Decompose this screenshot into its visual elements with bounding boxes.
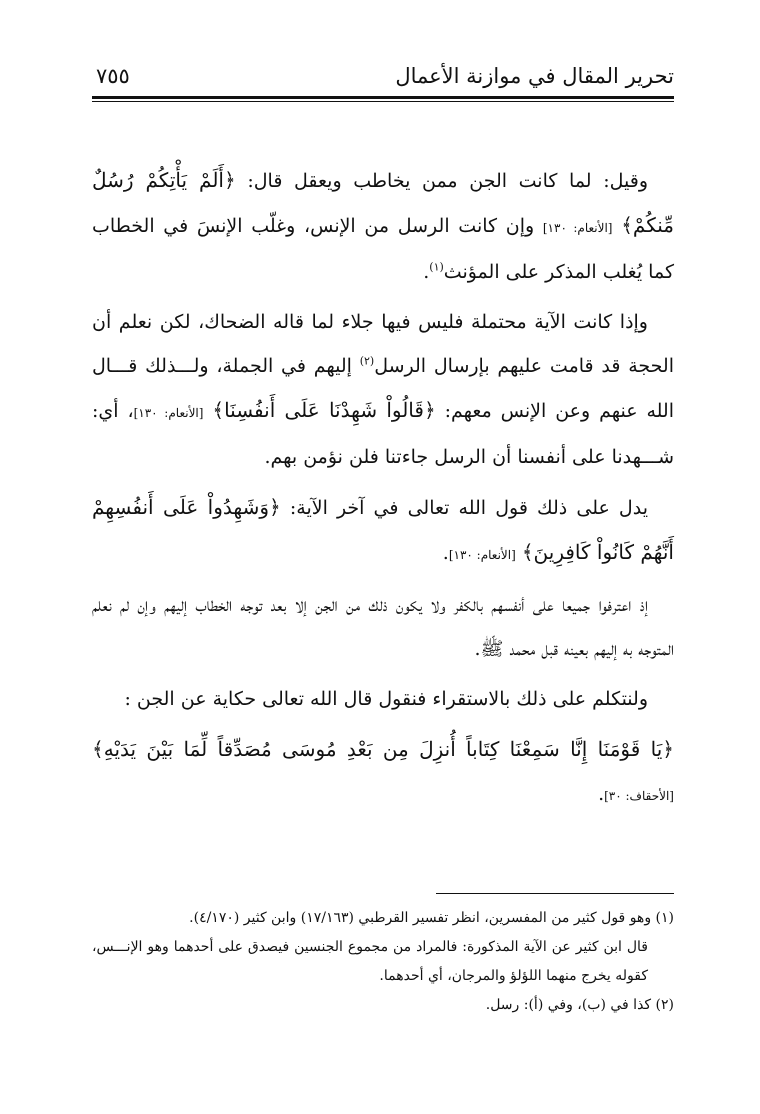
- text-run: يدل على ذلك قول الله تعالى في آخر الآية:: [280, 497, 648, 519]
- text-run: .: [442, 542, 449, 564]
- header-rule-thick: [92, 96, 674, 99]
- text-run: .: [598, 783, 605, 805]
- text-run: وقيل: لما كانت الجن ممن يخاطب ويعقل قال:: [235, 170, 648, 192]
- paragraph-3: [92, 485, 674, 577]
- verse-reference: [الأنعام: ١٣٠]: [133, 406, 204, 420]
- verse-reference: [الأنعام: ١٣٠]: [542, 221, 613, 235]
- paragraph-2: [92, 300, 674, 479]
- quran-verse: ﴿أَلَمْ يَأْتِكُمْ رُسُلٌ مِّنكُمْ﴾: [92, 168, 675, 237]
- header-title: تحرير المقال في موازنة الأعمال: [395, 64, 674, 88]
- quran-verse: ﴿قَالُواْ شَهِدْنَا عَلَى أَنفُسِنَا﴾: [212, 398, 436, 422]
- text-run: ، أي: شـــهدنا على أنفسنا أن الرسل جاءتنا فلن نؤمن بهم.: [92, 400, 674, 468]
- text-run: إليهم في الجملة، ولـــذلك قـــال الله عنهم وعن الإنس معهم:: [92, 355, 674, 422]
- header-rule-thin: [92, 101, 674, 102]
- paragraph-1: [92, 158, 674, 294]
- verse-reference: [الأنعام: ١٣٠]: [448, 548, 516, 562]
- page-number: ٧٥٥: [96, 64, 130, 88]
- paragraph-4: إذ اعترفوا جميعا على أنفسهم بالكفر ولا يكون ذلك من الجن إلا بعد توجه الخطاب إليهم وإن لم نعلم المتوجه به إليهم بعينه قبل محمد ﷺ.: [92, 594, 674, 660]
- verse-reference: [الأحقاف: ٣٠]: [604, 789, 674, 803]
- quran-verse: ﴿يَا قَوْمَنَا إِنَّا سَمِعْنَا كِتَاباً أُنزِلَ مِن بَعْدِ مُوسَى مُصَدِّقاً لِّمَا بَيْنَ يَدَيْهِ﴾: [92, 737, 674, 761]
- text-run: وإن كانت الرسل من الإنس، وغلّب الإنسَ في الخطاب كما يُغلب المذكر على المؤنث: [92, 215, 674, 283]
- paragraph-5: ولنتكلم على ذلك بالاستقراء فنقول قال الله تعالى حكاية عن الجن :: [124, 688, 648, 710]
- text-run: .: [423, 261, 430, 283]
- footnotes: [92, 904, 674, 1020]
- footnote-marker[interactable]: (٢): [359, 354, 375, 368]
- quran-verse: ﴿وَشَهِدُواْ عَلَى أَنفُسِهِمْ أَنَّهُمْ كَانُواْ كَافِرِينَ﴾: [92, 495, 674, 564]
- running-header: [92, 60, 674, 96]
- main-text: [92, 158, 674, 824]
- footnote-1-continuation: قال ابن كثير عن الآية المذكورة: فالمراد من مجموع الجنسين فيصدق على أحدهما وهو الإنـــس، كقوله يخرج منهما اللؤلؤ والمرجان، أي أحدهما.: [92, 939, 648, 984]
- footnote-separator: [436, 893, 674, 894]
- footnote-2: (٢) كذا في (ب)، وفي (أ): رسل.: [485, 997, 674, 1013]
- footnote-1: (١) وهو قول كثير من المفسرين، انظر تفسير القرطبي (١٧/١٦٣) وابن كثير (٤/١٧٠).: [189, 910, 674, 926]
- footnote-marker[interactable]: (١): [429, 260, 444, 274]
- paragraph-6: [92, 727, 674, 818]
- text-run: وإذا كانت الآية محتملة فليس فيها جلاء لما قاله الضحاك، لكن نعلم أن الحجة قد قامت عليهم بإرسال الرسل: [92, 311, 674, 377]
